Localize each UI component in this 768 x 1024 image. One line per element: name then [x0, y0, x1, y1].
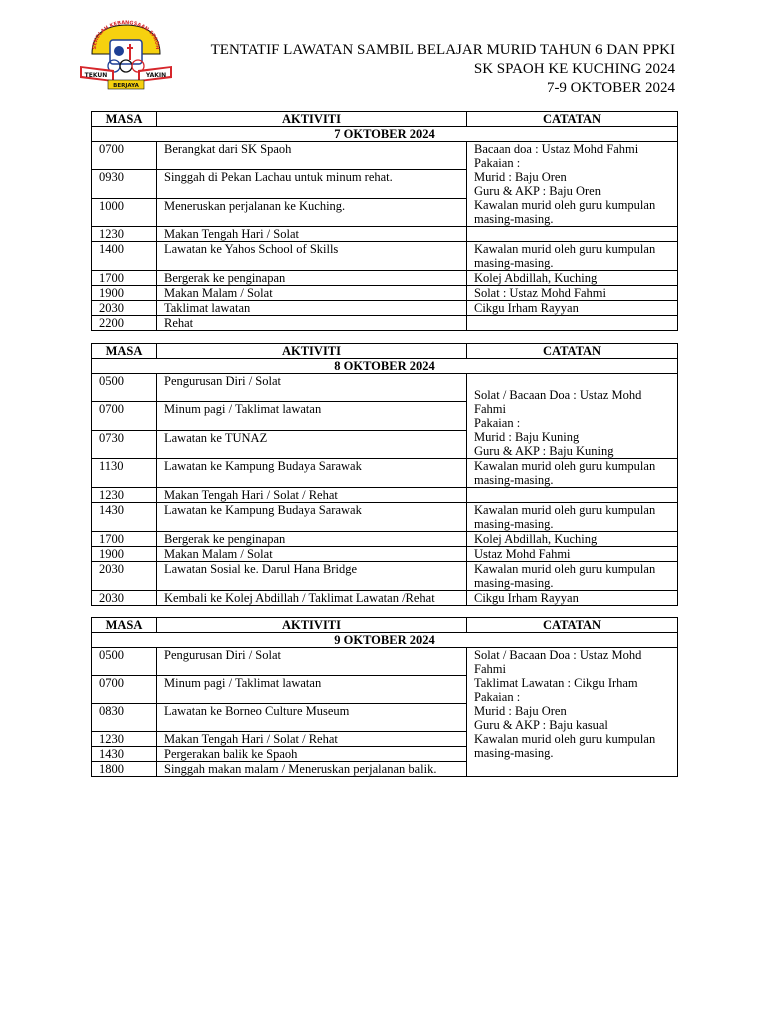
masa-cell: 2030	[92, 301, 157, 316]
table-row	[92, 562, 678, 591]
masa-cell: 0700	[92, 676, 157, 704]
aktiviti-cell: Pengurusan Diri / Solat	[157, 648, 467, 676]
header-aktiviti: AKTIVITI	[157, 618, 467, 633]
header-catatan: CATATAN	[467, 344, 678, 359]
table-header-row	[92, 112, 678, 127]
school-logo	[78, 20, 174, 98]
masa-cell: 1800	[92, 762, 157, 777]
masa-cell: 0830	[92, 704, 157, 732]
catatan-cell: Bacaan doa : Ustaz Mohd Fahmi Pakaian : Murid : Baju Oren Guru & AKP : Baju Oren Kawalan murid oleh guru kumpulan masing-masing.	[467, 142, 678, 227]
aktiviti-cell: Lawatan ke Yahos School of Skills	[157, 242, 467, 271]
header-aktiviti: AKTIVITI	[157, 344, 467, 359]
masa-cell: 0500	[92, 648, 157, 676]
catatan-cell: Solat / Bacaan Doa : Ustaz Mohd Fahmi Pakaian : Murid : Baju Kuning Guru & AKP : Baju Kuning	[467, 374, 678, 459]
masa-cell: 0930	[92, 170, 157, 198]
catatan-cell: Kawalan murid oleh guru kumpulan masing-masing.	[467, 503, 678, 532]
aktiviti-cell: Minum pagi / Taklimat lawatan	[157, 676, 467, 704]
table-row	[92, 227, 678, 242]
catatan-cell: Solat / Bacaan Doa : Ustaz Mohd Fahmi Taklimat Lawatan : Cikgu Irham Pakaian : Murid : Baju Oren Guru & AKP : Baju kasual Kawalan murid oleh guru kumpulan masing-masing.	[467, 648, 678, 777]
title-line-1: TENTATIF LAWATAN SAMBIL BELAJAR MURID TAHUN 6 DAN PPKI	[210, 42, 675, 58]
table-row	[92, 488, 678, 503]
table-row	[92, 532, 678, 547]
catatan-cell	[467, 316, 678, 331]
masa-cell: 2030	[92, 591, 157, 606]
catatan-cell: Cikgu Irham Rayyan	[467, 591, 678, 606]
masa-cell: 0700	[92, 142, 157, 170]
catatan-cell	[467, 488, 678, 503]
masa-cell: 1430	[92, 747, 157, 762]
aktiviti-cell: Meneruskan perjalanan ke Kuching.	[157, 198, 467, 226]
table-row	[92, 374, 678, 402]
table-row	[92, 271, 678, 286]
masa-cell: 1230	[92, 227, 157, 242]
schedule-table-day-1	[91, 111, 678, 331]
masa-cell: 0730	[92, 430, 157, 458]
aktiviti-cell: Makan Tengah Hari / Solat / Rehat	[157, 732, 467, 747]
masa-cell: 1900	[92, 547, 157, 562]
table-row	[92, 286, 678, 301]
table-row	[92, 503, 678, 532]
aktiviti-cell: Makan Malam / Solat	[157, 547, 467, 562]
catatan-cell: Kolej Abdillah, Kuching	[467, 532, 678, 547]
table-row	[92, 459, 678, 488]
table-row	[92, 142, 678, 170]
catatan-cell	[467, 227, 678, 242]
aktiviti-cell: Bergerak ke penginapan	[157, 532, 467, 547]
aktiviti-cell: Singgah makan malam / Meneruskan perjalanan balik.	[157, 762, 467, 777]
date-row	[92, 127, 678, 142]
masa-cell: 2030	[92, 562, 157, 591]
table-row	[92, 301, 678, 316]
catatan-cell: Kolej Abdillah, Kuching	[467, 271, 678, 286]
catatan-cell: Ustaz Mohd Fahmi	[467, 547, 678, 562]
table-header-row	[92, 618, 678, 633]
logo-top-text: SEKOLAH KEBANGSAAN SPAOH	[91, 20, 161, 50]
schedule-table-day-2	[91, 343, 678, 606]
table-header-row	[92, 344, 678, 359]
header-catatan: CATATAN	[467, 618, 678, 633]
aktiviti-cell: Pengurusan Diri / Solat	[157, 374, 467, 402]
aktiviti-cell: Minum pagi / Taklimat lawatan	[157, 402, 467, 430]
aktiviti-cell: Lawatan ke Kampung Budaya Sarawak	[157, 503, 467, 532]
masa-cell: 1000	[92, 198, 157, 226]
masa-cell: 1230	[92, 488, 157, 503]
table-row	[92, 591, 678, 606]
header-catatan: CATATAN	[467, 112, 678, 127]
aktiviti-cell: Makan Tengah Hari / Solat / Rehat	[157, 488, 467, 503]
masa-cell: 0500	[92, 374, 157, 402]
aktiviti-cell: Lawatan ke TUNAZ	[157, 430, 467, 458]
masa-cell: 1230	[92, 732, 157, 747]
aktiviti-cell: Lawatan Sosial ke. Darul Hana Bridge	[157, 562, 467, 591]
table-row	[92, 547, 678, 562]
aktiviti-cell: Lawatan ke Kampung Budaya Sarawak	[157, 459, 467, 488]
document-title	[211, 41, 675, 98]
catatan-cell: Kawalan murid oleh guru kumpulan masing-masing.	[467, 459, 678, 488]
title-line-2: SK SPAOH KE KUCHING 2024	[473, 61, 675, 77]
date-row	[92, 633, 678, 648]
aktiviti-cell: Kembali ke Kolej Abdillah / Taklimat Lawatan /Rehat	[157, 591, 467, 606]
catatan-cell: Kawalan murid oleh guru kumpulan masing-masing.	[467, 562, 678, 591]
aktiviti-cell: Bergerak ke penginapan	[157, 271, 467, 286]
header-masa: MASA	[92, 344, 157, 359]
catatan-cell: Cikgu Irham Rayyan	[467, 301, 678, 316]
masa-cell: 1700	[92, 271, 157, 286]
aktiviti-cell: Singgah di Pekan Lachau untuk minum rehat.	[157, 170, 467, 198]
masa-cell: 1400	[92, 242, 157, 271]
masa-cell: 1130	[92, 459, 157, 488]
schedule-table-day-3	[91, 617, 678, 777]
logo-motto-right: YAKIN	[145, 72, 167, 79]
header-masa: MASA	[92, 112, 157, 127]
logo-motto-bottom: BERJAYA	[113, 83, 139, 89]
aktiviti-cell: Rehat	[157, 316, 467, 331]
header-aktiviti: AKTIVITI	[157, 112, 467, 127]
masa-cell: 0700	[92, 402, 157, 430]
logo-motto-left: TEKUN	[84, 72, 108, 79]
date-cell: 9 OKTOBER 2024	[92, 633, 678, 648]
aktiviti-cell: Taklimat lawatan	[157, 301, 467, 316]
table-row	[92, 648, 678, 676]
masa-cell: 1900	[92, 286, 157, 301]
table-row	[92, 316, 678, 331]
date-cell: 8 OKTOBER 2024	[92, 359, 678, 374]
aktiviti-cell: Makan Tengah Hari / Solat	[157, 227, 467, 242]
aktiviti-cell: Makan Malam / Solat	[157, 286, 467, 301]
catatan-cell: Solat : Ustaz Mohd Fahmi	[467, 286, 678, 301]
date-row	[92, 359, 678, 374]
aktiviti-cell: Lawatan ke Borneo Culture Museum	[157, 704, 467, 732]
catatan-cell: Kawalan murid oleh guru kumpulan masing-masing.	[467, 242, 678, 271]
masa-cell: 1430	[92, 503, 157, 532]
table-row	[92, 242, 678, 271]
date-cell: 7 OKTOBER 2024	[92, 127, 678, 142]
header-masa: MASA	[92, 618, 157, 633]
aktiviti-cell: Pergerakan balik ke Spaoh	[157, 747, 467, 762]
masa-cell: 1700	[92, 532, 157, 547]
masa-cell: 2200	[92, 316, 157, 331]
title-line-3: 7-9 OKTOBER 2024	[546, 80, 675, 96]
aktiviti-cell: Berangkat dari SK Spaoh	[157, 142, 467, 170]
